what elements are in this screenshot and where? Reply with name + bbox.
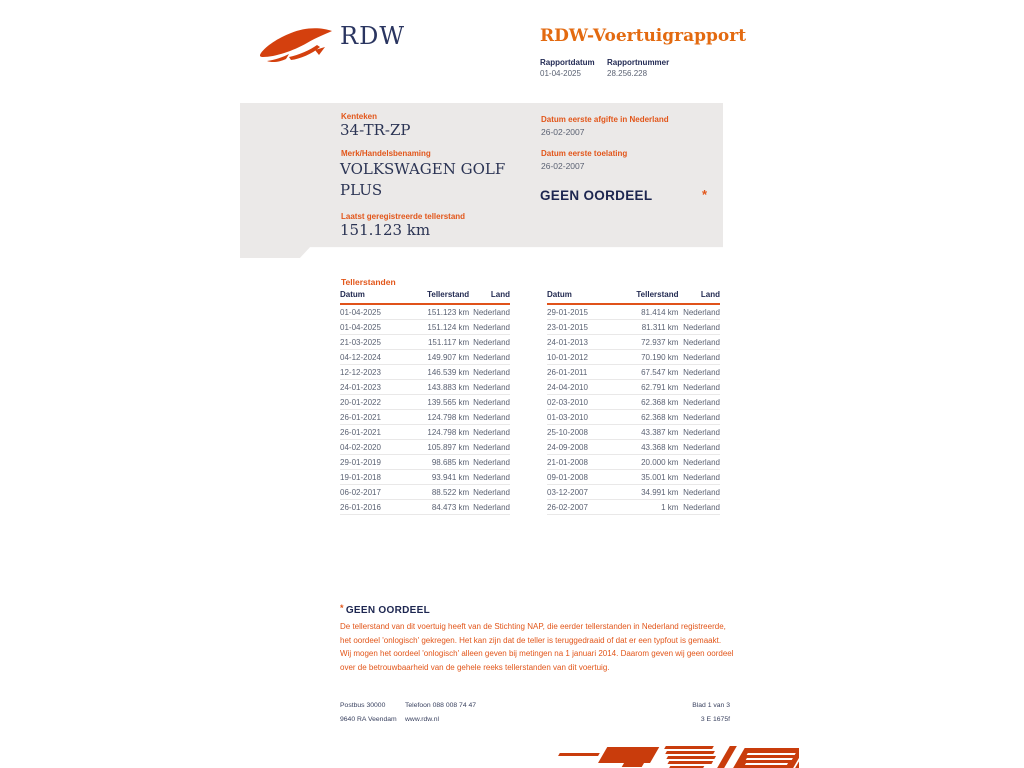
table-cell: 88.522 km (431, 488, 470, 497)
footer-address-line2: 9640 RA Veendam (340, 716, 397, 723)
table-cell: 20-01-2022 (340, 398, 381, 407)
table-row (340, 380, 510, 395)
table-row (340, 485, 510, 500)
table-row (547, 380, 720, 395)
table-cell: 151.117 km (427, 338, 470, 347)
table-cell: Nederland (683, 398, 720, 407)
table-cell: 1 km (661, 503, 679, 512)
table-row (547, 335, 720, 350)
odometer-table-right (547, 290, 720, 515)
table-row (340, 395, 510, 410)
column-header-tellerstand: Tellerstand (636, 290, 679, 299)
table-cell: Nederland (473, 428, 510, 437)
table-cell: Nederland (683, 473, 720, 482)
table-cell: Nederland (473, 443, 510, 452)
table-cell: 29-01-2015 (547, 308, 588, 317)
table-row (340, 305, 510, 320)
table-cell: Nederland (473, 338, 510, 347)
eerste-afgifte-label: Datum eerste afgifte in Nederland (541, 115, 669, 124)
column-header-tellerstand: Tellerstand (427, 290, 470, 299)
table-cell: 35.001 km (641, 473, 679, 482)
table-cell: 93.941 km (431, 473, 470, 482)
column-header-land: Land (700, 290, 720, 299)
table-cell: 62.791 km (641, 383, 679, 392)
table-cell: 105.897 km (427, 443, 470, 452)
table-cell: 01-04-2025 (340, 323, 381, 332)
odometer-table-left (340, 290, 510, 515)
table-cell: 139.565 km (427, 398, 470, 407)
table-cell: 01-03-2010 (547, 413, 588, 422)
table-cell: 84.473 km (431, 503, 470, 512)
table-cell: Nederland (683, 413, 720, 422)
table-cell: 151.123 km (427, 308, 470, 317)
table-cell: Nederland (473, 323, 510, 332)
table-row (547, 455, 720, 470)
table-cell: Nederland (473, 458, 510, 467)
table-cell: Nederland (473, 413, 510, 422)
eerste-afgifte-value: 26-02-2007 (541, 127, 585, 137)
table-cell: Nederland (683, 458, 720, 467)
column-header-land: Land (490, 290, 510, 299)
table-cell: 24-04-2010 (547, 383, 588, 392)
table-cell: 23-01-2015 (547, 323, 588, 332)
table-cell: 24-01-2023 (340, 383, 381, 392)
table-cell: 02-03-2010 (547, 398, 588, 407)
table-cell: Nederland (683, 323, 720, 332)
table-cell: 43.387 km (641, 428, 679, 437)
table-cell: 62.368 km (641, 398, 679, 407)
footnote-title (340, 603, 734, 616)
table-cell: Nederland (683, 338, 720, 347)
table-row (340, 320, 510, 335)
table-cell: Nederland (473, 383, 510, 392)
column-header-datum: Datum (547, 290, 572, 299)
table-cell: 26-01-2021 (340, 428, 381, 437)
table-cell: Nederland (473, 398, 510, 407)
table-cell: 67.547 km (641, 368, 679, 377)
table-cell: 26-02-2007 (547, 503, 588, 512)
table-cell: 04-12-2024 (340, 353, 381, 362)
table-cell: 98.685 km (431, 458, 470, 467)
footnote-asterisk: * (340, 603, 344, 613)
table-row (547, 425, 720, 440)
report-number-value: 28.256.228 (607, 69, 648, 78)
eerste-toelating-value: 26-02-2007 (541, 161, 585, 171)
table-cell: 124.798 km (427, 413, 470, 422)
table-row (547, 395, 720, 410)
table-cell: 19-01-2018 (340, 473, 381, 482)
document-title: RDW-Voertuigrapport (540, 26, 747, 46)
table-cell: 04-02-2020 (340, 443, 381, 452)
table-row (340, 470, 510, 485)
table-row (340, 365, 510, 380)
table-cell: 26-01-2011 (547, 368, 588, 377)
table-cell: 124.798 km (427, 428, 470, 437)
table-cell: 24-01-2013 (547, 338, 588, 347)
table-cell: 62.368 km (641, 413, 679, 422)
table-row (547, 320, 720, 335)
footer-phone: Telefoon 088 008 74 47 (405, 702, 477, 709)
table-cell: Nederland (683, 383, 720, 392)
table-row (547, 410, 720, 425)
footer-form-code: 3 E 1675f (700, 716, 730, 723)
table-cell: Nederland (683, 443, 720, 452)
report-date-label: Rapportdatum (540, 58, 595, 67)
table-cell: 151.124 km (427, 323, 470, 332)
footnote-section (340, 603, 734, 674)
tellerstand-label: Laatst geregistreerde tellerstand (341, 212, 466, 221)
table-cell: 21-01-2008 (547, 458, 588, 467)
table-cell: 149.907 km (427, 353, 470, 362)
table-cell: 34.991 km (641, 488, 679, 497)
table-cell: Nederland (683, 488, 720, 497)
table-row (340, 500, 510, 515)
table-row (340, 440, 510, 455)
table-cell: Nederland (473, 503, 510, 512)
table-cell: 26-01-2021 (340, 413, 381, 422)
table-cell: Nederland (473, 368, 510, 377)
kenteken-value: 34-TR-ZP (340, 121, 411, 139)
table-cell: 09-01-2008 (547, 473, 588, 482)
table-cell: 12-12-2023 (340, 368, 381, 377)
table-row (340, 410, 510, 425)
rdw-wordmark: RDW (340, 22, 405, 50)
rdw-logo-icon (255, 24, 335, 70)
table-cell: 25-10-2008 (547, 428, 588, 437)
merk-value: VOLKSWAGEN GOLF PLUS (340, 160, 506, 199)
table-cell: 26-01-2016 (340, 503, 381, 512)
footnote-title-text: GEEN OORDEEL (345, 605, 430, 616)
table-row (547, 440, 720, 455)
footer-address-line1: Postbus 30000 (340, 702, 386, 709)
table-cell: 81.311 km (641, 323, 679, 332)
table-row (340, 350, 510, 365)
table-cell: 24-09-2008 (547, 443, 588, 452)
table-cell: Nederland (473, 308, 510, 317)
oordeel-status: GEEN OORDEEL (540, 188, 653, 203)
table-cell: 43.368 km (641, 443, 679, 452)
table-row (340, 425, 510, 440)
table-cell: 143.883 km (427, 383, 470, 392)
footer-website: www.rdw.nl (405, 716, 439, 723)
eerste-toelating-label: Datum eerste toelating (541, 149, 628, 158)
table-cell: Nederland (473, 353, 510, 362)
oordeel-asterisk: * (702, 187, 708, 202)
table-cell: 70.190 km (641, 353, 679, 362)
table-cell: Nederland (473, 488, 510, 497)
table-row (547, 365, 720, 380)
table-body (547, 305, 720, 515)
table-cell: Nederland (683, 428, 720, 437)
table-cell: Nederland (683, 353, 720, 362)
table-header (340, 290, 510, 305)
table-cell: 72.937 km (641, 338, 679, 347)
page-footer (340, 702, 730, 730)
speed-lines-decoration-icon (551, 744, 799, 768)
tellerstanden-heading: Tellerstanden (341, 277, 396, 287)
table-body (340, 305, 510, 515)
table-cell: 21-03-2025 (340, 338, 381, 347)
table-cell: 81.414 km (641, 308, 679, 317)
kenteken-label: Kenteken (341, 112, 378, 121)
table-cell: 06-02-2017 (340, 488, 381, 497)
report-number-label: Rapportnummer (607, 58, 670, 67)
table-row (340, 455, 510, 470)
table-row (547, 485, 720, 500)
table-cell: Nederland (683, 308, 720, 317)
table-cell: 20.000 km (641, 458, 679, 467)
table-cell: Nederland (683, 503, 720, 512)
table-cell: 03-12-2007 (547, 488, 588, 497)
table-row (547, 500, 720, 515)
column-header-datum: Datum (340, 290, 365, 299)
table-row (340, 335, 510, 350)
footnote-body: De tellerstand van dit voertuig heeft van de Stichting NAP, die eerder tellerstanden in Nederland registreerde, het oordeel 'onlogisch' gekregen. Het kan zijn dat de teller is teruggedraaid of dat er een typfout is gemaakt. Wij mogen het oordeel 'onlogisch' alleen geven bij metingen na 1 januari 2014. Daarom geven wij geen oordeel over de betrouwbaarheid van de gehele reeks tellerstanden van dit voertuig. (340, 622, 734, 672)
table-cell: 10-01-2012 (547, 353, 588, 362)
tellerstand-value: 151.123 km (340, 221, 431, 239)
report-date-value: 01-04-2025 (540, 69, 581, 78)
footer-page-number: Blad 1 van 3 (692, 702, 730, 709)
table-cell: Nederland (473, 473, 510, 482)
table-cell: 29-01-2019 (340, 458, 381, 467)
table-cell: 146.539 km (427, 368, 470, 377)
table-cell: Nederland (683, 368, 720, 377)
table-cell: 01-04-2025 (340, 308, 381, 317)
table-row (547, 350, 720, 365)
table-header (547, 290, 720, 305)
merk-label: Merk/Handelsbenaming (341, 149, 431, 158)
table-row (547, 305, 720, 320)
table-row (547, 470, 720, 485)
